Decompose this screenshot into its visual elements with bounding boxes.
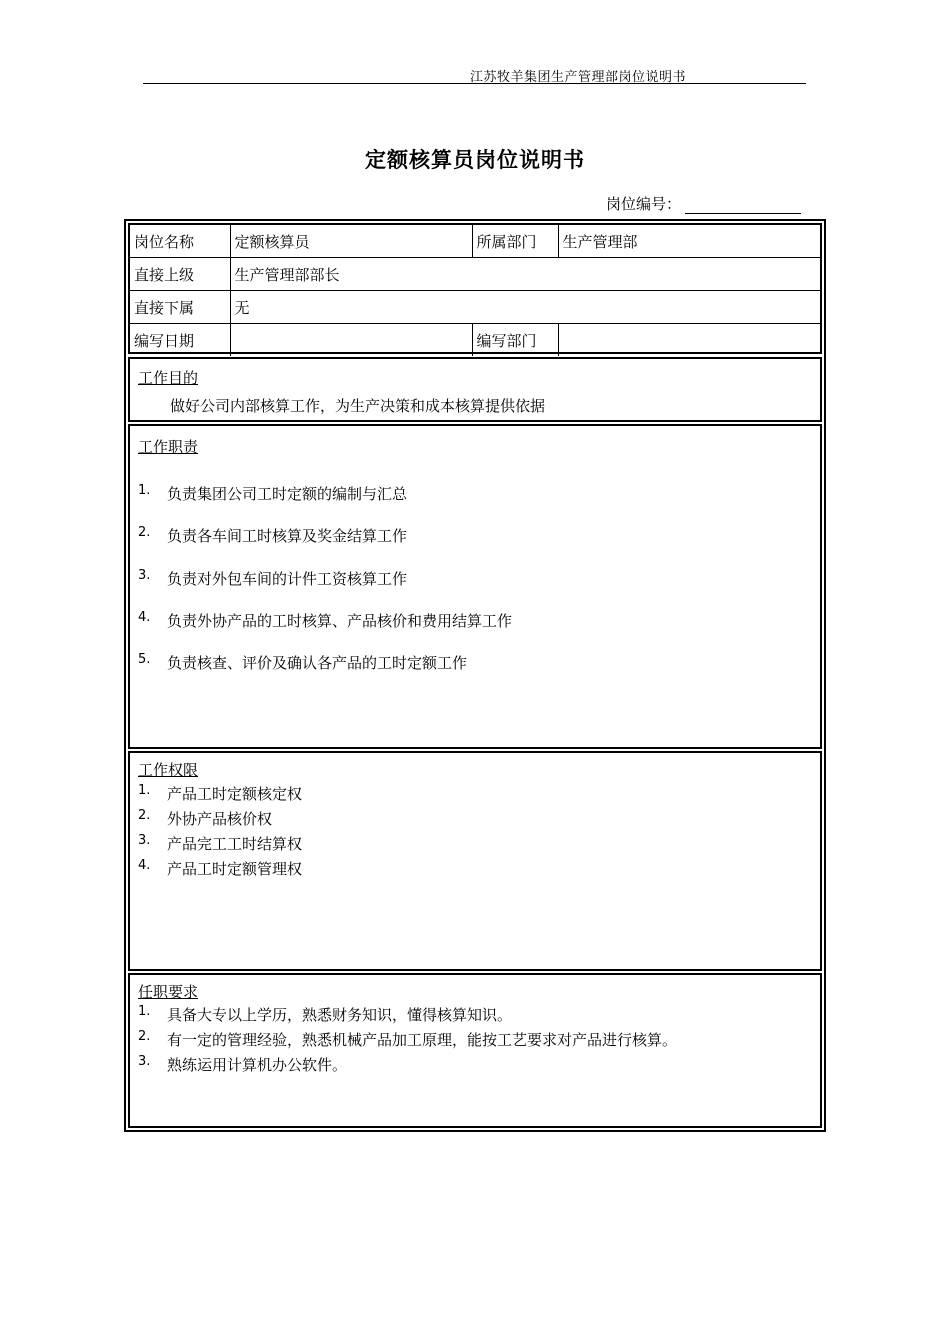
duties-list (138, 483, 512, 694)
list-item: 4. 负责外协产品的工时核算、产品核价和费用结算工作 (138, 609, 513, 630)
table-row (130, 225, 820, 258)
purpose-section (128, 357, 822, 422)
superior-value: 生产管理部部长 (230, 258, 820, 291)
subordinate-label: 直接下属 (130, 291, 230, 324)
position-code-label: 岗位编号： (606, 195, 682, 213)
purpose-title: 工作目的 (138, 369, 199, 387)
compile-dept-value (558, 324, 820, 357)
position-code-field (685, 197, 801, 214)
list-item: 1. 产品工时定额核定权 (138, 783, 303, 803)
requirements-title: 任职要求 (138, 983, 199, 1001)
list-item: 3. 负责对外包车间的计件工资核算工作 (138, 567, 408, 588)
basic-info-table (128, 223, 822, 354)
authority-section (128, 751, 822, 971)
table-row (130, 258, 820, 291)
purpose-text: 做好公司内部核算工作，为生产决策和成本核算提供依据 (170, 397, 546, 415)
list-item: 5. 负责核查、评价及确认各产品的工时定额工作 (138, 652, 468, 673)
document-header: 江苏牧羊集团生产管理部岗位说明书 (470, 70, 687, 85)
department-label: 所属部门 (472, 225, 558, 258)
requirements-section (128, 973, 822, 1128)
position-name-value: 定额核算员 (230, 225, 472, 258)
department-value: 生产管理部 (558, 225, 820, 258)
superior-label: 直接上级 (130, 258, 230, 291)
table-row (130, 324, 820, 357)
compile-date-value (230, 324, 472, 357)
list-item: 1. 具备大专以上学历，熟悉财务知识，懂得核算知识。 (138, 1004, 513, 1024)
subordinate-value: 无 (230, 291, 820, 324)
authority-list (138, 783, 302, 883)
table-row (130, 291, 820, 324)
list-item: 2. 负责各车间工时核算及奖金结算工作 (138, 525, 408, 546)
list-item: 1. 负责集团公司工时定额的编制与汇总 (138, 483, 408, 503)
list-item: 3. 产品完工工时结算权 (138, 833, 303, 853)
compile-dept-label: 编写部门 (472, 324, 558, 357)
page-title: 定额核算员岗位说明书 (365, 148, 585, 172)
header-divider (143, 83, 806, 84)
list-item: 4. 产品工时定额管理权 (138, 858, 303, 878)
authority-title: 工作权限 (138, 761, 199, 779)
duties-section (128, 424, 822, 749)
requirements-list (138, 1004, 677, 1079)
compile-date-label: 编写日期 (130, 324, 230, 357)
list-item: 2. 外协产品核价权 (138, 808, 273, 828)
list-item: 3. 熟练运用计算机办公软件。 (138, 1054, 348, 1074)
list-item: 2. 有一定的管理经验，熟悉机械产品加工原理，能按工艺要求对产品进行核算。 (138, 1029, 678, 1049)
duties-title: 工作职责 (138, 438, 199, 456)
position-code-row (606, 193, 801, 214)
position-name-label: 岗位名称 (130, 225, 230, 258)
